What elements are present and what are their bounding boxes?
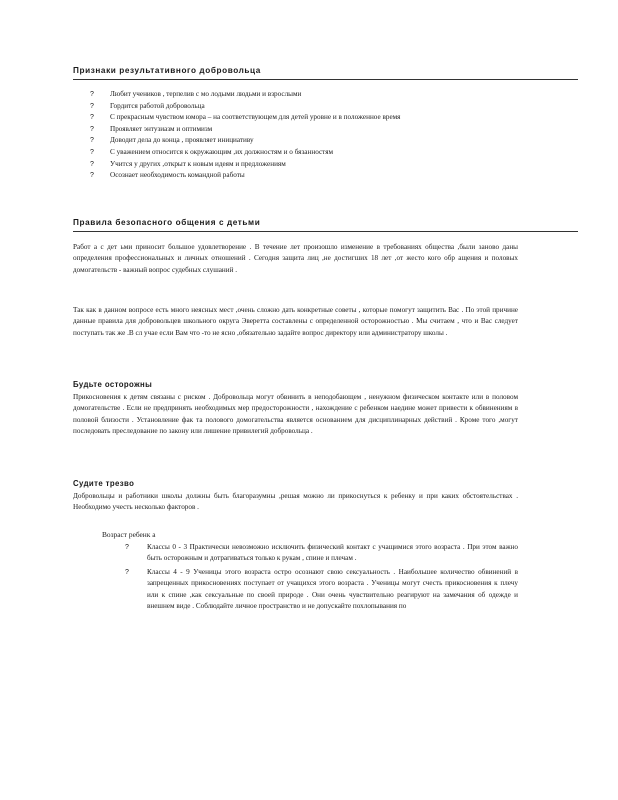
list-item: ? Классы 0 - 3 Практически невозможно исключить физический контакт с учащимися этого возраста . При этом важно быть осторожным и дотрагиваться только к рукам , спине и плечам . <box>125 543 518 563</box>
bullet-marker: ? <box>125 544 129 551</box>
list-item: ? Любит учеников , терпелив с мо лодыми людьми и взрослыми <box>90 89 520 101</box>
list-item: ? Учится у других ,открыт к новым идеям и предложениям <box>90 159 520 171</box>
list-item: ? С прекрасным чувством юмора – на соответствующем для детей уровне и в положенное время <box>90 112 520 124</box>
bullet-marker: ? <box>90 160 94 168</box>
list-item: ? Гордится работой добровольца <box>90 101 520 113</box>
section-title-result-volunteer: Признаки результативного добровольца <box>73 66 578 80</box>
list-item: ? Доводит дела до конца , проявляет инициативу <box>90 135 520 147</box>
bullet-marker: ? <box>125 568 129 576</box>
subtitle-judge-soberly: Судите трезво <box>73 479 135 488</box>
bullet-marker: ? <box>90 114 94 122</box>
result-volunteer-list <box>90 89 520 182</box>
subtitle-be-careful: Будьте осторожны <box>73 380 153 389</box>
list-item: ? С уважением относится к окружающим ,их должностям и о бязанностям <box>90 147 520 159</box>
bullet-marker: ? <box>90 125 94 133</box>
bullet-marker: ? <box>90 172 94 180</box>
bullet-marker: ? <box>90 137 94 145</box>
list-item: ? Классы 4 - 9 Ученицы этого возраста остро осознают свою сексуальность . Наибольшее количество обвинений в запрещенных прикосновениях поступает от учащихся этого возраста . Ученицы могут счесть прикосновения к плечу или к спине ,как сексуальные по своей природе . Они очень чувствительно реагируют на замечания об одежде и внешнем виде . Соблюдайте личное пространство и не допускайте похлопывания по <box>125 567 518 611</box>
paragraph-judge-soberly: Добровольцы и работники школы должны быть благоразумны ,решая можно ли прикоснуться к ребенку и при каких обстоятельствах . Необходимо учесть несколько факторов . <box>73 492 518 512</box>
bullet-marker: ? <box>90 102 94 110</box>
bullet-marker: ? <box>90 91 94 98</box>
list-item: ? Проявляет энтузиазм и оптимизм <box>90 124 520 136</box>
paragraph-intro: Работ а с дет ьми приносит большое удовлетворение . В течение лет произошло изменение в требованиях общества ,были заново даны определения профессиональных и личных отношений . Сегодня защита лиц ,не достигших 18 лет ,от жесто кого обр ащения и половых домогательств - важный вопрос судебных слушаний . <box>73 243 518 274</box>
bullet-marker: ? <box>90 148 94 156</box>
age-list <box>125 542 518 614</box>
section-title-safe-communication: Правила безопасного общения с детьми <box>73 218 578 232</box>
list-item: ? Осознает необходимость командной работы <box>90 170 520 182</box>
paragraph-caution: Так как в данном вопросе есть много неясных мест ,очень сложно дать конкретные советы , которые помогут защитить Вас . По этой причине данные правила для добровольцев школьного округа Эверетта составлены с определенной осторожностью . Мы считаем , что и Вас следует поступать так же .В сл учае если Вам что -то не ясно ,обязательно задайте вопрос директору или администратору школы . <box>73 306 518 337</box>
age-label: Возраст ребенк а <box>102 530 156 539</box>
paragraph-be-careful: Прикосновения к детям связаны с риском . Добровольца могут обвинить в неподобающем , ненужном физическом контакте или в половом домогательстве . Если не предпринять необходимых мер предосторожности , нахождение с ребенком наедине может привести к обвинениям в половой близости . Установление фак та полового домогательства является основанием для дисциплинарных действий . Кроме того ,могут последовать преследование по закону или лишение привилегий добровольца . <box>73 393 518 436</box>
